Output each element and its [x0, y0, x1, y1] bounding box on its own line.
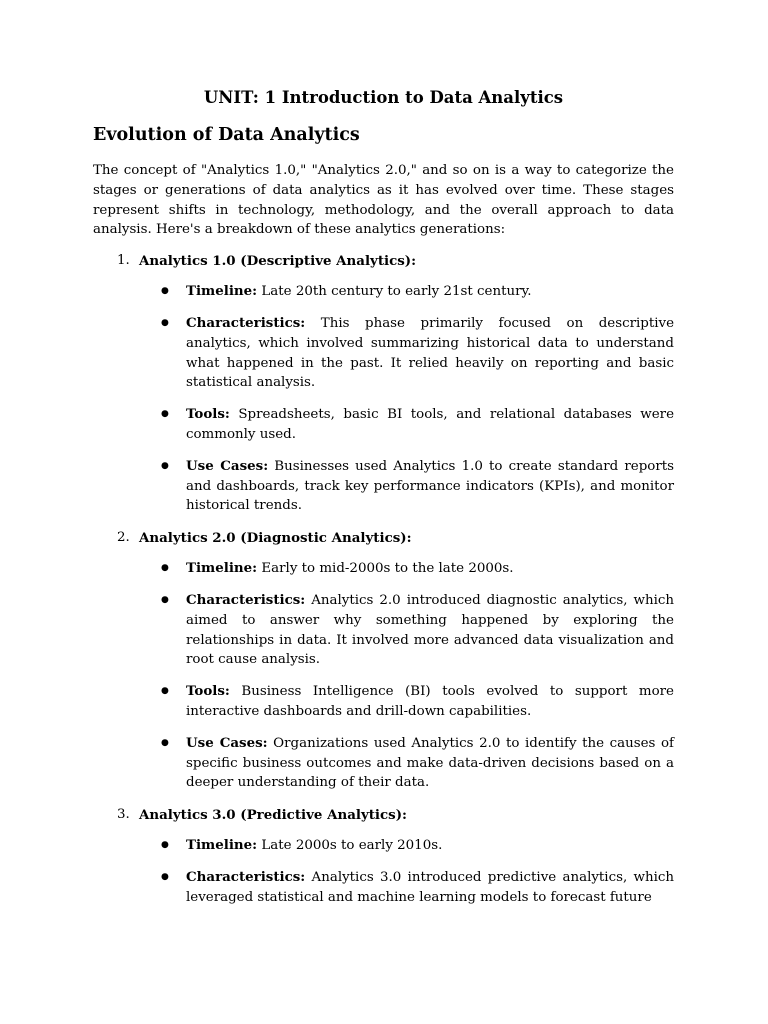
- bullet-list: [93, 836, 674, 907]
- generations-list: [93, 251, 674, 907]
- bullet-item: [161, 405, 674, 445]
- bullet-text: Analytics 2.0 introduced diagnostic analytics, which aimed to answer why something happened by exploring the relationships in data. It involved more advanced data visualization and root cause analysis.: [186, 592, 674, 668]
- bullet-list: [93, 559, 674, 793]
- bullet-text: Late 2000s to early 2010s.: [257, 838, 443, 854]
- bullet-dot-icon: ●: [161, 737, 169, 748]
- bullet-label: Tools:: [186, 683, 230, 700]
- bullet-dot-icon: ●: [161, 840, 169, 851]
- bullet-text: Organizations used Analytics 2.0 to identify the causes of specific business outcomes and make data-driven decisions based on a deeper understanding of their data.: [186, 735, 674, 791]
- unit-title: UNIT: 1 Introduction to Data Analytics: [203, 88, 564, 107]
- bullet-text: Business Intelligence (BI) tools evolved to support more interactive dashboards and drill-down capabilities.: [186, 684, 674, 719]
- section-title: Evolution of Data Analytics: [93, 125, 360, 145]
- generation-item: [93, 805, 674, 907]
- bullet-dot-icon: ●: [161, 563, 169, 574]
- bullet-dot-icon: ●: [161, 594, 169, 605]
- bullet-item: [161, 457, 674, 516]
- bullet-label: Timeline:: [186, 560, 258, 577]
- generation-item: [93, 528, 674, 793]
- generation-item: [93, 251, 674, 516]
- bullet-dot-icon: ●: [161, 286, 169, 297]
- bullet-item: [161, 868, 674, 908]
- bullet-text: Late 20th century to early 21st century.: [257, 284, 532, 300]
- bullet-item: [161, 836, 674, 856]
- generation-heading: [93, 805, 674, 825]
- bullet-label: Timeline:: [186, 283, 258, 300]
- bullet-label: Tools:: [186, 406, 230, 423]
- bullet-label: Characteristics:: [186, 591, 306, 608]
- generation-heading-text: Analytics 1.0 (Descriptive Analytics):: [139, 253, 417, 270]
- generation-number: 3.: [117, 807, 130, 823]
- bullet-item: [161, 682, 674, 722]
- bullet-item: [161, 591, 674, 670]
- generation-heading-text: Analytics 2.0 (Diagnostic Analytics):: [139, 530, 412, 547]
- bullet-label: Timeline:: [186, 837, 258, 854]
- generation-number: 1.: [117, 253, 130, 269]
- bullet-label: Characteristics:: [186, 314, 306, 331]
- generation-number: 2.: [117, 530, 130, 546]
- bullet-dot-icon: ●: [161, 686, 169, 697]
- bullet-item: [161, 734, 674, 793]
- bullet-item: [161, 559, 674, 579]
- bullet-item: [161, 314, 674, 393]
- bullet-dot-icon: ●: [161, 317, 169, 328]
- intro-paragraph: The concept of "Analytics 1.0," "Analytics 2.0," and so on is a way to categorize the stages or generations of data analytics as it has evolved over time. These stages represent shifts in technology, methodology, and the overall approach to data analysis. Here's a breakdown of these analytics generations:: [93, 163, 674, 238]
- bullet-text: Early to mid-2000s to the late 2000s.: [257, 561, 514, 577]
- bullet-text: Businesses used Analytics 1.0 to create standard reports and dashboards, track key performance indicators (KPIs), and monitor historical trends.: [186, 458, 674, 514]
- bullet-label: Use Cases:: [186, 457, 269, 474]
- bullet-list: [93, 282, 674, 516]
- bullet-text: Spreadsheets, basic BI tools, and relational databases were commonly used.: [186, 407, 674, 442]
- bullet-item: [161, 282, 674, 302]
- bullet-label: Use Cases:: [186, 734, 268, 751]
- generation-heading-text: Analytics 3.0 (Predictive Analytics):: [139, 807, 407, 824]
- bullet-dot-icon: ●: [161, 409, 169, 420]
- bullet-text: This phase primarily focused on descriptive analytics, which involved summarizing historical data to understand what happened in the past. It relied heavily on reporting and basic statistical analysis.: [186, 315, 674, 391]
- generation-heading: [93, 251, 674, 271]
- bullet-dot-icon: ●: [161, 871, 169, 882]
- generation-heading: [93, 528, 674, 548]
- bullet-text: Analytics 3.0 introduced predictive analytics, which leveraged statistical and machine learning models to forecast future: [186, 869, 674, 905]
- bullet-label: Characteristics:: [186, 868, 306, 885]
- bullet-dot-icon: ●: [161, 460, 169, 471]
